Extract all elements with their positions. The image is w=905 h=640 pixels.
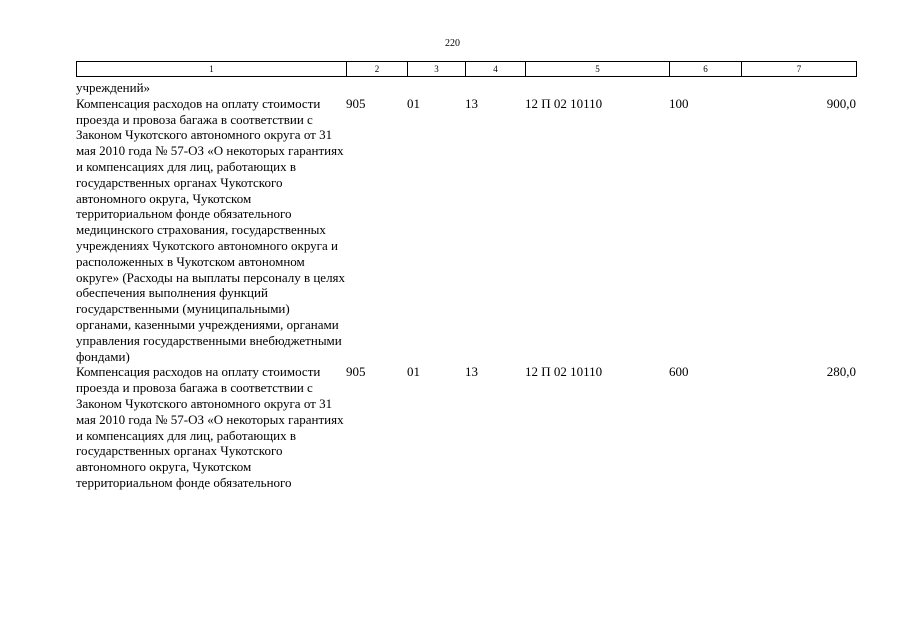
table-row (76, 96, 856, 365)
row-expense-type: 100 (669, 95, 689, 111)
page-number: 220 (445, 38, 460, 49)
row-target-code: 12 П 02 10110 (525, 95, 603, 111)
column-header-1: 1 (77, 62, 347, 77)
column-header-row (77, 62, 857, 77)
column-header-3: 3 (408, 62, 466, 77)
table-row (76, 364, 856, 490)
row-expense-type: 600 (669, 364, 689, 380)
row-ministry-code: 905 (346, 364, 366, 380)
row-ministry-code: 905 (346, 95, 366, 111)
row-section-code: 01 (407, 95, 420, 111)
column-header-7: 7 (742, 62, 857, 77)
column-header-2: 2 (347, 62, 408, 77)
row-amount: 280,0 (826, 364, 856, 380)
row-amount: 900,0 (826, 95, 856, 111)
column-header-6: 6 (670, 62, 742, 77)
column-header-5: 5 (526, 62, 670, 77)
row-section-code: 01 (407, 364, 420, 380)
row-target-code: 12 П 02 10110 (525, 364, 603, 380)
continuation-text: учреждений» (76, 80, 151, 95)
column-header-4: 4 (466, 62, 526, 77)
row-description: Компенсация расходов на оплату стоимости проезда и провоза багажа в соответствии с Законом Чукотского автономного округа от 31 мая 2010 года № 57-ОЗ «О некоторых гарантиях и компенсациях для лиц, работающих в государственных органах Чукотского автономного округа, Чукотском территориальном фонде обязательного (76, 364, 344, 490)
continuation-row (76, 80, 856, 96)
column-header-table (76, 61, 857, 77)
row-subsection-code: 13 (465, 364, 478, 380)
budget-table (76, 80, 856, 491)
row-subsection-code: 13 (465, 95, 478, 111)
row-description: Компенсация расходов на оплату стоимости проезда и провоза багажа в соответствии с Законом Чукотского автономного округа от 31 мая 2010 года № 57-ОЗ «О некоторых гарантиях и компенсациях для лиц, работающих в государственных органах Чукотского автономного округа, Чукотском территориальном фонде обязательного медицинского страхования, государственных учреждениях Чукотского автономного округа и расположенных в Чукотском автономном округе» (Расходы на выплаты персоналу в целях обеспечения выполнения функций государственными (муниципальными) органами, казенными учреждениями, органами управления государственными внебюджетными фондами) (76, 95, 346, 364)
